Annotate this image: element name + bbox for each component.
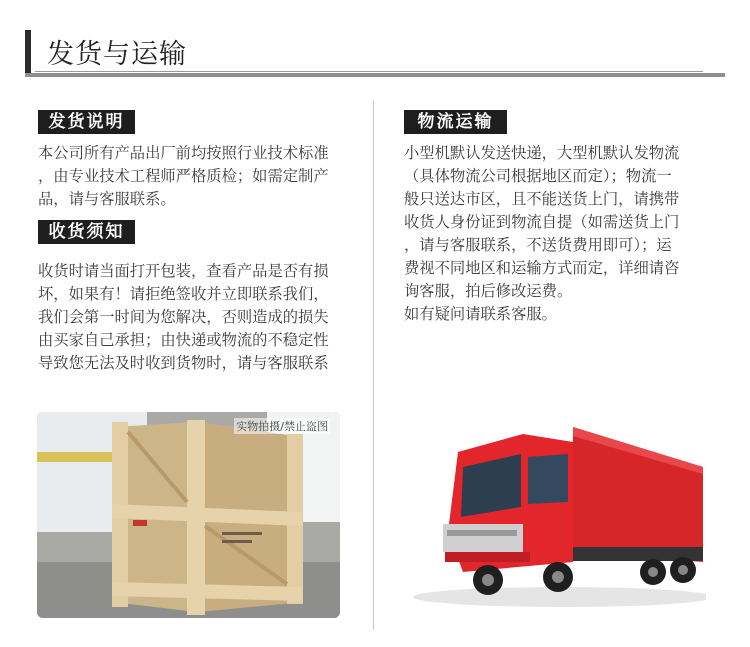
red-truck-photo xyxy=(403,412,706,618)
header-rule-thick xyxy=(25,73,725,77)
section-header xyxy=(0,0,750,80)
column-divider xyxy=(373,100,374,630)
truck-illustration xyxy=(403,412,706,618)
receiving-notes-label: 收货须知 xyxy=(38,220,135,244)
wooden-crate-photo xyxy=(37,412,340,618)
crate-illustration xyxy=(37,412,340,618)
logistics-label: 物流运输 xyxy=(404,110,507,134)
shipping-notes-label: 发货说明 xyxy=(38,110,135,134)
header-accent-bar xyxy=(25,30,31,74)
section-title: 发货与运输 xyxy=(47,39,187,70)
receiving-notes-text: 收货时请当面打开包装，查看产品是否有损 坏，如果有！请拒绝签收并立即联系我们， 我们会第一时间为您解决，否则造成的损失 由买家自己承担；由快递或物流的不稳定性 导致您无法及时收到货物时，请与客服联系 xyxy=(38,262,329,372)
header-rule-thin xyxy=(35,71,703,72)
shipping-notes-text: 本公司所有产品出厂前均按照行业技术标准 ，由专业技术工程师严格质检；如需定制产 品，请与客服联系。 xyxy=(38,144,329,208)
logistics-text: 小型机默认发送快递，大型机默认发物流 （具体物流公司根据地区而定）；物流一 般只送达市区，且不能送货上门，请携带 收货人身份证到物流自提（如需送货上门 ，请与客服联系，不送货费用即可）；运 费视不同地区和运输方式而定，详细请咨 询客服，拍后修改运费。 如有疑问请联系客服。 xyxy=(404,144,680,323)
photo-watermark: 实物拍摄/禁止盗图 xyxy=(236,420,328,433)
